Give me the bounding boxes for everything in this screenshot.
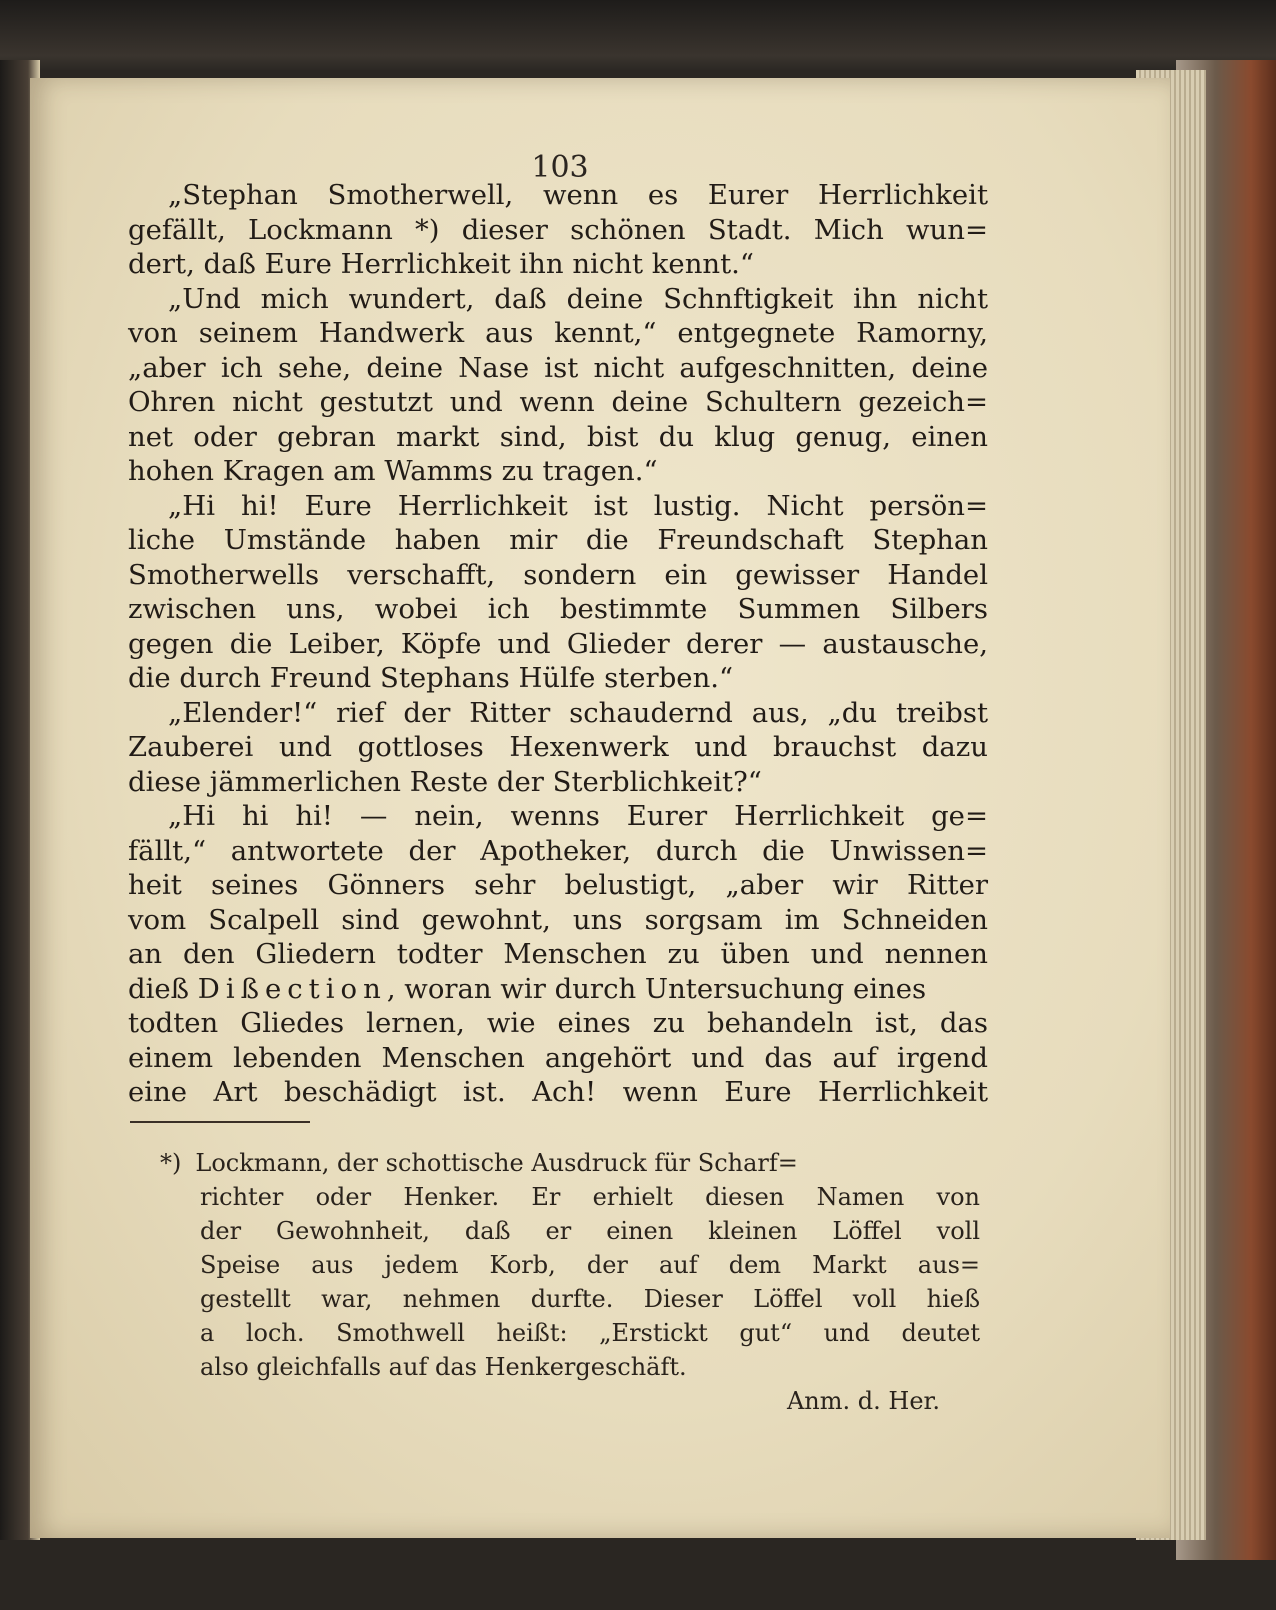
footnote-text: Lockmann, der schottische Ausdruck für Scharf= xyxy=(195,1149,798,1177)
text-line: Smotherwells verschafft, sondern ein gewisser Handel xyxy=(128,558,988,591)
text-line: heit seines Gönners sehr belustigt, „aber wir Ritter xyxy=(128,869,988,901)
text-line: „Hi hi! Eure Herrlichkeit ist lustig. Nicht persön= xyxy=(168,489,988,522)
footnote-line: gestellt war, nehmen durfte. Dieser Löffel voll hieß xyxy=(200,1285,980,1313)
text-line: „aber ich sehe, deine Nase ist nicht aufgeschnitten, deine xyxy=(128,351,988,384)
footnote-signature: Anm. d. Her. xyxy=(786,1387,940,1415)
text-line: Zauberei und gottloses Hexenwerk und brauchst dazu xyxy=(128,731,988,763)
footnote-line xyxy=(160,1146,980,1180)
page-number: 103 xyxy=(531,150,589,185)
text-line: vom Scalpell sind gewohnt, uns sorgsam im Schneiden xyxy=(128,903,988,936)
text-line: gegen die Leiber, Köpfe und Glieder derer — austausche, xyxy=(128,627,988,660)
footnote-line: also gleichfalls auf das Henkergeschäft. xyxy=(200,1353,687,1381)
text-line: „Hi hi hi! — nein, wenns Eurer Herrlichkeit ge= xyxy=(168,800,988,832)
body-text xyxy=(128,178,988,1110)
footnote-line: Speise aus jedem Korb, der auf dem Markt aus= xyxy=(200,1251,980,1279)
footnote-divider xyxy=(130,1121,310,1123)
text-line: liche Umstände haben mir die Freundschaft Stephan xyxy=(128,524,988,556)
text-line: dert, daß Eure Herrlichkeit ihn nicht kennt.“ xyxy=(128,248,754,280)
text-line: fällt,“ antwortete der Apotheker, durch die Unwissen= xyxy=(128,834,988,867)
text-line: zwischen uns, wobei ich bestimmte Summen Silbers xyxy=(128,593,988,625)
footnote xyxy=(160,1146,980,1418)
text-line: net oder gebran markt sind, bist du klug genug, einen xyxy=(128,420,988,453)
text-line: an den Gliedern todter Menschen zu üben und nennen xyxy=(128,938,988,970)
footnote-line: der Gewohnheit, daß er einen kleinen Löffel voll xyxy=(200,1217,980,1245)
text-line: „Elender!“ rief der Ritter schaudernd aus, „du treibst xyxy=(168,696,988,729)
text-line: die durch Freund Stephans Hülfe sterben.“ xyxy=(128,662,734,694)
text-line: Ohren nicht gestutzt und wenn deine Schultern gezeich= xyxy=(128,386,988,418)
emphasis-word: Dißection xyxy=(197,972,387,1005)
footnote-line: a loch. Smothwell heißt: „Erstickt gut“ und deutet xyxy=(200,1319,980,1347)
footnote-marker: *) xyxy=(160,1149,182,1177)
text-line: „Und mich wundert, daß deine Schnftigkeit ihn nicht xyxy=(168,282,988,315)
text-fragment: dieß xyxy=(128,972,190,1005)
text-line xyxy=(128,972,988,1007)
text-line: diese jämmerlichen Reste der Sterblichkeit?“ xyxy=(128,765,762,798)
footnote-line: richter oder Henker. Er erhielt diesen Namen von xyxy=(200,1183,980,1211)
text-line: todten Gliedes lernen, wie eines zu behandeln ist, das xyxy=(128,1007,988,1039)
text-line: einem lebenden Menschen angehört und das auf irgend xyxy=(128,1041,988,1074)
book-page xyxy=(30,78,1170,1538)
text-line: von seinem Handwerk aus kennt,“ entgegnete Ramorny, xyxy=(128,317,988,349)
text-line: „Stephan Smotherwell, wenn es Eurer Herrlichkeit xyxy=(168,179,988,211)
text-line: eine Art beschädigt ist. Ach! wenn Eure Herrlichkeit xyxy=(128,1076,988,1108)
text-line: hohen Kragen am Wamms zu tragen.“ xyxy=(128,455,658,487)
text-line: gefällt, Lockmann *) dieser schönen Stadt. Mich wun= xyxy=(128,213,988,246)
book-top-edge xyxy=(0,0,1276,70)
text-fragment: , woran wir durch Untersuchung eines xyxy=(386,972,927,1005)
